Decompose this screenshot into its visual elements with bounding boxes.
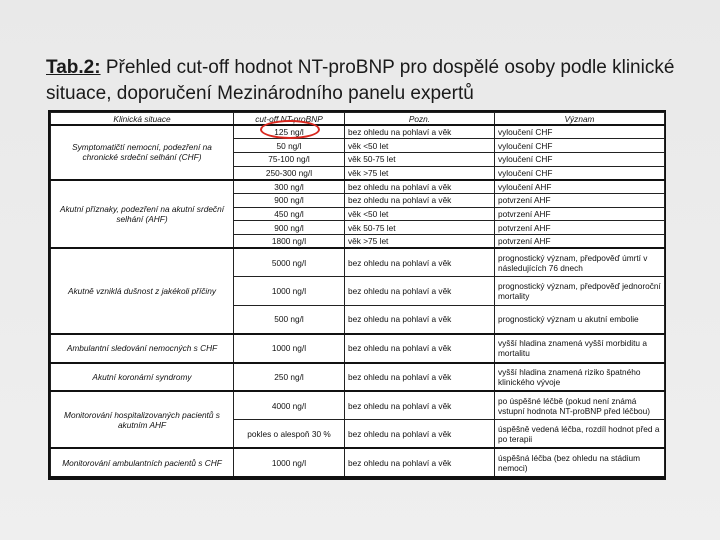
meaning-cell: vyloučení AHF xyxy=(495,180,665,194)
cutoff-value-cell: 1000 ng/l xyxy=(234,334,345,363)
note-cell: bez ohledu na pohlaví a věk xyxy=(345,363,495,392)
table-caption: Přehled cut-off hodnot NT-proBNP pro dospělé osoby podle klinické situace, doporučení Mezinárodního panelu expertů xyxy=(46,57,675,104)
note-cell: bez ohledu na pohlaví a věk xyxy=(345,125,495,139)
table-title xyxy=(46,55,686,107)
meaning-cell: vyloučení CHF xyxy=(495,152,665,166)
clinical-situation-cell: Akutní příznaky, podezření na akutní srdeční selhání (AHF) xyxy=(51,180,234,249)
cutoff-value-cell: 75-100 ng/l xyxy=(234,152,345,166)
note-cell: bez ohledu na pohlaví a věk xyxy=(345,194,495,208)
clinical-situation-cell: Akutní koronární syndromy xyxy=(51,363,234,392)
cutoff-table-container xyxy=(48,110,666,480)
clinical-situation-cell: Ambulantní sledování nemocných s CHF xyxy=(51,334,234,363)
cutoff-value-cell: 50 ng/l xyxy=(234,139,345,153)
note-cell: bez ohledu na pohlaví a věk xyxy=(345,180,495,194)
table-row xyxy=(51,448,665,477)
meaning-cell: vyloučení CHF xyxy=(495,166,665,180)
cutoff-value-cell: 125 ng/l xyxy=(234,125,345,139)
note-cell: bez ohledu na pohlaví a věk xyxy=(345,391,495,420)
meaning-cell: vyloučení CHF xyxy=(495,139,665,153)
note-cell: bez ohledu na pohlaví a věk xyxy=(345,248,495,277)
note-cell: bez ohledu na pohlaví a věk xyxy=(345,420,495,449)
cutoff-value-cell: 4000 ng/l xyxy=(234,391,345,420)
note-cell: věk <50 let xyxy=(345,139,495,153)
cutoff-value-cell: 900 ng/l xyxy=(234,221,345,235)
cutoff-value-cell: 500 ng/l xyxy=(234,305,345,334)
table-body xyxy=(51,125,665,477)
meaning-cell: prognostický význam, předpověď jednoroční mortality xyxy=(495,277,665,306)
meaning-cell: prognostický význam, předpověď úmrtí v následujících 76 dnech xyxy=(495,248,665,277)
note-cell: bez ohledu na pohlaví a věk xyxy=(345,448,495,477)
meaning-cell: potvrzení AHF xyxy=(495,221,665,235)
note-cell: bez ohledu na pohlaví a věk xyxy=(345,334,495,363)
meaning-cell: vyloučení CHF xyxy=(495,125,665,139)
clinical-situation-cell: Monitorování ambulantních pacientů s CHF xyxy=(51,448,234,477)
note-cell: věk <50 let xyxy=(345,207,495,221)
note-cell: bez ohledu na pohlaví a věk xyxy=(345,277,495,306)
meaning-cell: potvrzení AHF xyxy=(495,235,665,249)
note-cell: věk 50-75 let xyxy=(345,152,495,166)
cutoff-value-cell: 5000 ng/l xyxy=(234,248,345,277)
table-row xyxy=(51,125,665,139)
note-cell: věk >75 let xyxy=(345,235,495,249)
note-cell: věk 50-75 let xyxy=(345,221,495,235)
cutoff-value-cell: 1000 ng/l xyxy=(234,277,345,306)
clinical-situation-cell: Monitorování hospitalizovaných pacientů s akutním AHF xyxy=(51,391,234,448)
note-cell: věk >75 let xyxy=(345,166,495,180)
table-row xyxy=(51,180,665,194)
meaning-cell: úspěšná léčba (bez ohledu na stádium nemoci) xyxy=(495,448,665,477)
cutoff-value-cell: 250 ng/l xyxy=(234,363,345,392)
table-row xyxy=(51,363,665,392)
table-label: Tab.2: xyxy=(46,57,101,78)
cutoff-value-cell: 1800 ng/l xyxy=(234,235,345,249)
header-cutoff: cut-off NT-proBNP xyxy=(234,113,345,126)
table-row xyxy=(51,334,665,363)
cutoff-table xyxy=(50,112,665,478)
cutoff-value-cell: 900 ng/l xyxy=(234,194,345,208)
meaning-cell: potvrzení AHF xyxy=(495,194,665,208)
clinical-situation-cell: Symptomatičtí nemocní, podezření na chronické srdeční selhání (CHF) xyxy=(51,125,234,180)
table-header-row xyxy=(51,113,665,126)
clinical-situation-cell: Akutně vzniklá dušnost z jakékoli příčiny xyxy=(51,248,234,334)
meaning-cell: úspěšně vedená léčba, rozdíl hodnot před a po terapii xyxy=(495,420,665,449)
header-situation: Klinická situace xyxy=(51,113,234,126)
table-row xyxy=(51,248,665,277)
cutoff-value-cell: 1000 ng/l xyxy=(234,448,345,477)
cutoff-value-cell: 300 ng/l xyxy=(234,180,345,194)
cutoff-value-cell: pokles o alespoň 30 % xyxy=(234,420,345,449)
cutoff-value-cell: 450 ng/l xyxy=(234,207,345,221)
meaning-cell: prognostický význam u akutní embolie xyxy=(495,305,665,334)
header-note: Pozn. xyxy=(345,113,495,126)
meaning-cell: potvrzení AHF xyxy=(495,207,665,221)
note-cell: bez ohledu na pohlaví a věk xyxy=(345,305,495,334)
cutoff-value-cell: 250-300 ng/l xyxy=(234,166,345,180)
meaning-cell: po úspěšné léčbě (pokud není známá vstupní hodnota NT-proBNP před léčbou) xyxy=(495,391,665,420)
meaning-cell: vyšší hladina znamená riziko špatného klinického vývoje xyxy=(495,363,665,392)
table-row xyxy=(51,391,665,420)
meaning-cell: vyšší hladina znamená vyšší morbiditu a mortalitu xyxy=(495,334,665,363)
header-meaning: Význam xyxy=(495,113,665,126)
